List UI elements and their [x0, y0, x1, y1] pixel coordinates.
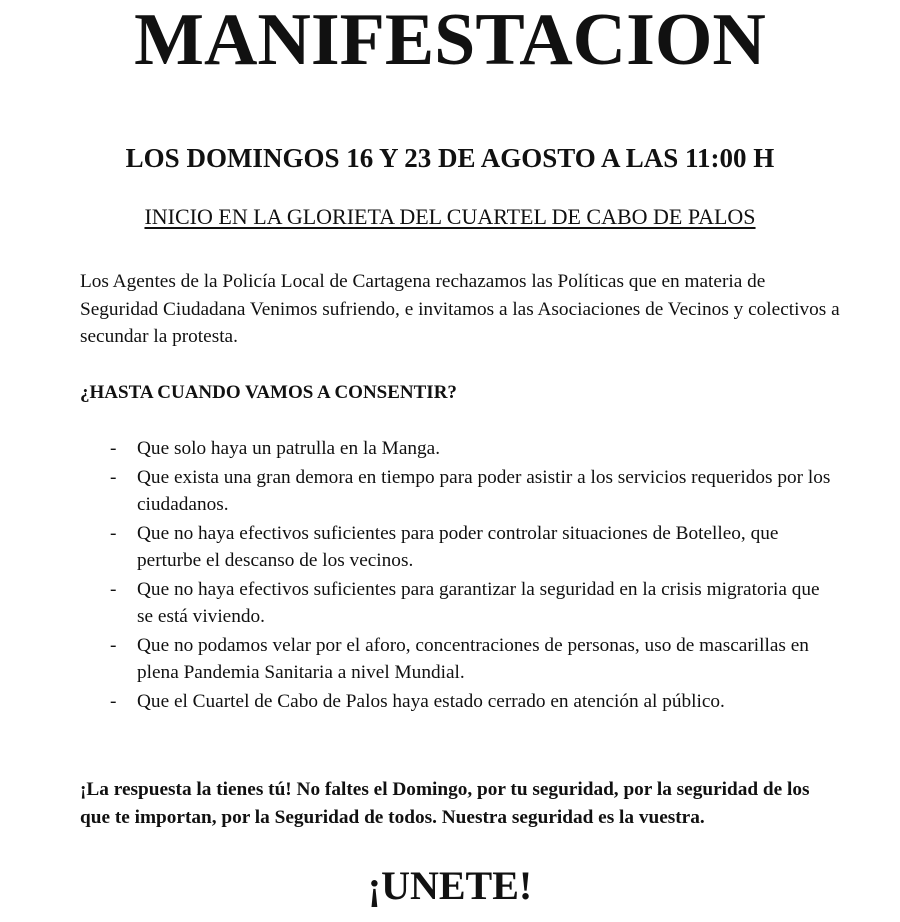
bullet-dash: -	[110, 578, 117, 600]
bullet-dash: -	[110, 466, 117, 488]
call-to-action: ¡UNETE!	[367, 863, 533, 908]
bullet-dash: -	[110, 690, 117, 712]
bullet-dash: -	[110, 438, 117, 459]
grievance-text: Que solo haya un patrulla en la Manga.	[137, 438, 441, 459]
list-item	[80, 632, 840, 687]
bullet-dash: -	[110, 522, 117, 544]
list-item	[80, 688, 840, 716]
start-location-line: INICIO EN LA GLORIETA DEL CUARTEL DE CABO DE PALOS	[144, 204, 756, 229]
intro-paragraph: Los Agentes de la Policía Local de Cartagena rechazamos las Políticas que en materia de Seguridad Ciudadana Venimos sufriendo, e invitamos a las Asociaciones de Vecinos y colectivos a secundar la protesta.	[80, 271, 840, 347]
grievance-list	[80, 435, 840, 716]
grievance-text: Que no haya efectivos suficientes para poder controlar situaciones de Botelleo, que perturbe el descanso de los vecinos.	[137, 522, 779, 571]
list-item	[80, 520, 840, 575]
closing-paragraph: ¡La respuesta la tienes tú! No faltes el Domingo, por tu seguridad, por la seguridad de los que te importan, por la Seguridad de todos. Nuestra seguridad es la vuestra.	[80, 779, 810, 828]
question-heading: ¿HASTA CUANDO VAMOS A CONSENTIR?	[80, 382, 457, 403]
poster-title: MANIFESTACION	[134, 0, 766, 81]
grievance-text: Que no podamos velar por el aforo, concentraciones de personas, uso de mascarillas en plena Pandemia Sanitaria a nivel Mundial.	[137, 634, 809, 683]
list-item	[80, 576, 840, 631]
grievance-text: Que no haya efectivos suficientes para garantizar la seguridad en la crisis migratoria que se está viviendo.	[137, 578, 820, 627]
bullet-dash: -	[110, 634, 117, 656]
grievance-text: Que el Cuartel de Cabo de Palos haya estado cerrado en atención al público.	[137, 690, 725, 712]
list-item	[80, 435, 840, 463]
list-item	[80, 464, 840, 519]
grievance-text: Que exista una gran demora en tiempo para poder asistir a los servicios requeridos por los ciudadanos.	[137, 466, 831, 515]
event-date-line: LOS DOMINGOS 16 Y 23 DE AGOSTO A LAS 11:00 H	[125, 143, 775, 173]
